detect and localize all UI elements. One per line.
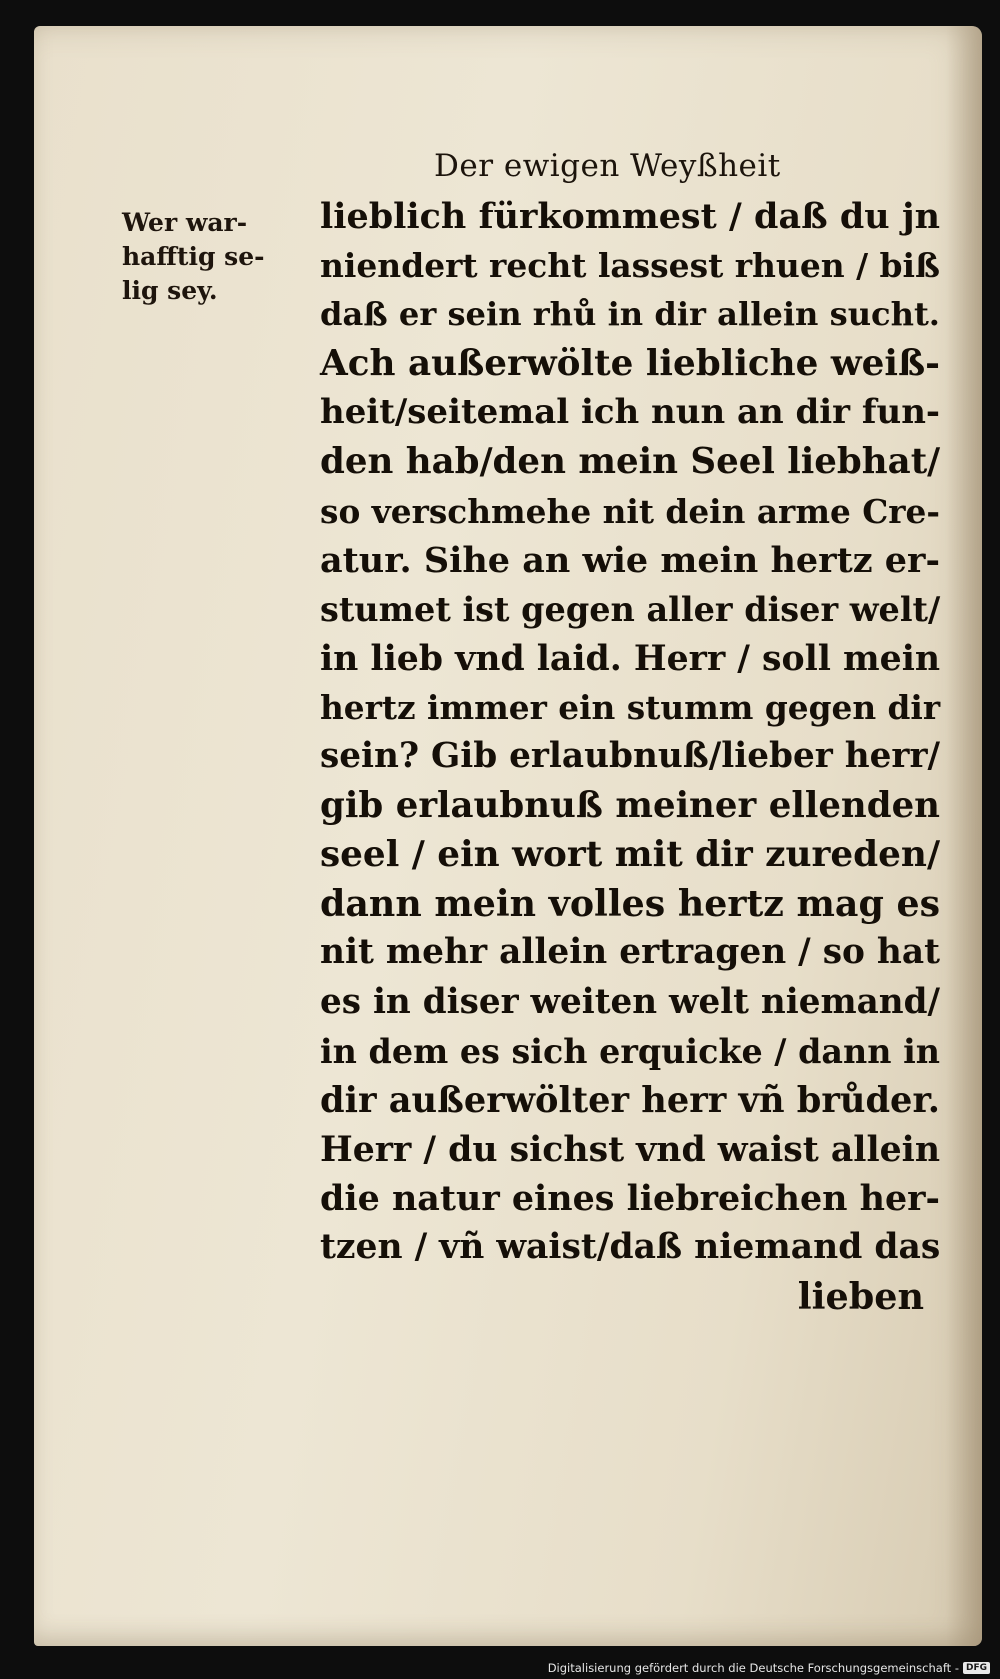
text-line: nit mehr allein ertragen / so hat bbox=[320, 932, 940, 973]
text-line: in dem es sich erquicke / dann in bbox=[320, 1031, 940, 1071]
text-line: Herr / du sichst vnd waist allein bbox=[320, 1128, 941, 1170]
marginal-note-line: Wer war- bbox=[122, 208, 248, 237]
marginal-note bbox=[122, 206, 302, 308]
text-line: tzen / vñ waist/daß niemand das bbox=[320, 1226, 941, 1267]
digitization-credit bbox=[548, 1661, 990, 1675]
catchword: lieben bbox=[797, 1275, 924, 1319]
text-line: Ach außerwölte liebliche weiß- bbox=[320, 342, 940, 385]
text-line: daß er sein rhů in dir allein sucht. bbox=[320, 295, 940, 334]
text-line: hertz immer ein stumm gegen dir bbox=[320, 687, 941, 727]
text-line: dir außerwölter herr vñ brůder. bbox=[320, 1079, 940, 1121]
text-line: den hab/den mein Seel liebhat/ bbox=[320, 441, 941, 483]
credit-text: Digitalisierung gefördert durch die Deutsche Forschungsgemeinschaft - bbox=[547, 1661, 959, 1675]
text-line: seel / ein wort mit dir zureden/ bbox=[320, 833, 941, 876]
text-line: so verschmehe nit dein arme Cre- bbox=[320, 491, 940, 531]
text-line: heit/seitemal ich nun an dir fun- bbox=[320, 392, 940, 433]
text-line: es in diser weiten welt niemand/ bbox=[320, 981, 940, 1022]
body-text bbox=[320, 192, 940, 1321]
marginal-note-line: hafftig se- bbox=[122, 242, 265, 271]
book-page bbox=[34, 26, 982, 1646]
text-line: die natur eines liebreichen her- bbox=[320, 1177, 940, 1219]
marginal-note-line: lig sey. bbox=[122, 276, 218, 305]
text-line: in lieb vnd laid. Herr / soll mein bbox=[320, 637, 941, 679]
text-line: atur. Sihe an wie mein hertz er- bbox=[320, 539, 940, 581]
running-head: Der ewigen Weyßheit bbox=[434, 148, 781, 184]
text-line: stumet ist gegen aller diser welt/ bbox=[320, 589, 941, 629]
text-line: sein? Gib erlaubnuß/lieber herr/ bbox=[320, 736, 940, 777]
dfg-logo: DFG bbox=[963, 1662, 990, 1674]
text-line: gib erlaubnuß meiner ellenden bbox=[320, 785, 940, 827]
text-line: dann mein volles hertz mag es bbox=[320, 882, 941, 926]
text-line: niendert recht lassest rhuen / biß bbox=[320, 246, 941, 286]
text-line: lieblich fürkommest / daß du jn bbox=[320, 196, 940, 237]
